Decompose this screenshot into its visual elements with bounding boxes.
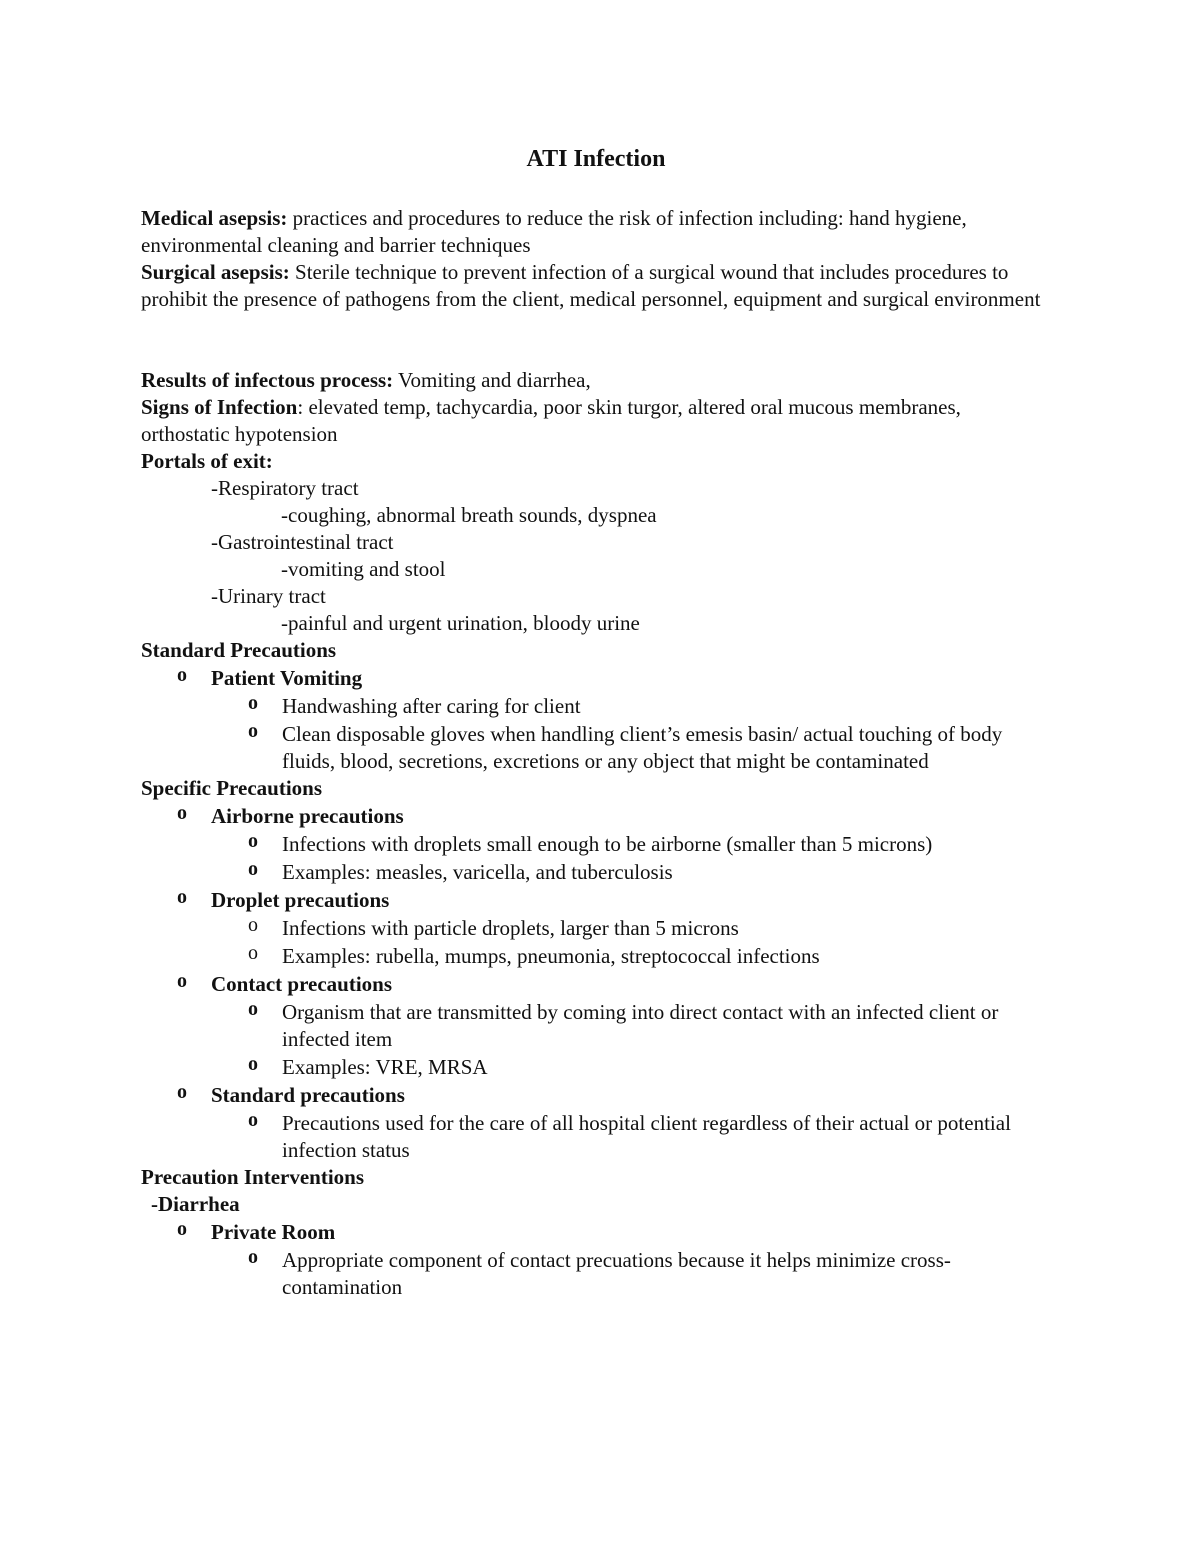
portal-detail: -vomiting and stool	[281, 557, 446, 581]
diarrhea-subheading	[141, 1191, 1051, 1218]
private-room-label: Private Room	[211, 1220, 336, 1244]
standard-label: Standard precautions	[211, 1083, 405, 1107]
specific-precautions-heading	[141, 775, 1051, 802]
signs-term: Signs of Infection	[141, 395, 298, 419]
list-item: o Examples: measles, varicella, and tuberculosis	[141, 858, 1051, 886]
surgical-asepsis-term: Surgical asepsis:	[141, 260, 290, 284]
droplet-label: Droplet precautions	[211, 888, 390, 912]
list-item: o Infections with particle droplets, larger than 5 microns	[141, 914, 1051, 942]
list-item	[141, 1081, 1051, 1109]
airborne-label: Airborne precautions	[211, 804, 404, 828]
portals-heading-text: Portals of exit:	[141, 449, 273, 473]
portals-heading	[141, 448, 1051, 475]
list-item: o Precautions used for the care of all hospital client regardless of their actual or potential infection status	[141, 1109, 1051, 1164]
portal-detail: -coughing, abnormal breath sounds, dyspnea	[281, 503, 657, 527]
diarrhea-label: -Diarrhea	[151, 1192, 240, 1216]
surgical-asepsis-paragraph	[141, 259, 1051, 313]
list-item	[141, 886, 1051, 914]
list-item	[141, 802, 1051, 830]
list-item: o Organism that are transmitted by coming into direct contact with an infected client or infected item	[141, 998, 1051, 1053]
results-paragraph	[141, 367, 1051, 394]
list-item: o Appropriate component of contact precuations because it helps minimize cross-contamination	[141, 1246, 1051, 1301]
list-item: o Examples: VRE, MRSA	[141, 1053, 1051, 1081]
document-title: ATI Infection	[526, 146, 666, 172]
results-term: Results of infectous process:	[141, 368, 394, 392]
signs-paragraph	[141, 394, 1051, 448]
portal-label: -Urinary tract	[211, 584, 326, 608]
patient-vomiting-label: Patient Vomiting	[211, 666, 363, 690]
list-item	[141, 970, 1051, 998]
signs-definition: : elevated temp, tachycardia, poor skin turgor, altered oral mucous membranes, orthostatic hypotension	[141, 395, 961, 446]
standard-precautions-heading-text: Standard Precautions	[141, 638, 337, 662]
specific-precautions-list	[141, 802, 1051, 1164]
medical-asepsis-term: Medical asepsis:	[141, 206, 288, 230]
portal-label: -Gastrointestinal tract	[211, 530, 394, 554]
medical-asepsis-definition: practices and procedures to reduce the risk of infection including: hand hygiene, environmental cleaning and barrier techniques	[141, 206, 967, 257]
interventions-list	[141, 1218, 1051, 1301]
portal-detail: -painful and urgent urination, bloody urine	[281, 611, 640, 635]
portal-label: -Respiratory tract	[211, 476, 359, 500]
list-item	[141, 664, 1051, 692]
list-item: o Infections with droplets small enough to be airborne (smaller than 5 microns)	[141, 830, 1051, 858]
list-item: o Examples: rubella, mumps, pneumonia, streptococcal infections	[141, 942, 1051, 970]
document-page	[141, 145, 1051, 1301]
standard-precautions-list	[141, 664, 1051, 775]
medical-asepsis-paragraph	[141, 205, 1051, 259]
specific-precautions-heading-text: Specific Precautions	[141, 776, 323, 800]
standard-precautions-heading	[141, 637, 1051, 664]
results-definition: Vomiting and diarrhea,	[393, 368, 591, 392]
surgical-asepsis-definition: Sterile technique to prevent infection of a surgical wound that includes procedures to prohibit the presence of pathogens from the client, medical personnel, equipment and surgical environment	[141, 260, 1041, 311]
interventions-heading	[141, 1164, 1051, 1191]
interventions-heading-text: Precaution Interventions	[141, 1165, 365, 1189]
list-item: o Handwashing after caring for client	[141, 692, 1051, 720]
list-item	[141, 1218, 1051, 1246]
contact-label: Contact precautions	[211, 972, 393, 996]
list-item: o Clean disposable gloves when handling client’s emesis basin/ actual touching of body fluids, blood, secretions, excretions or any object that might be contaminated	[141, 720, 1051, 775]
